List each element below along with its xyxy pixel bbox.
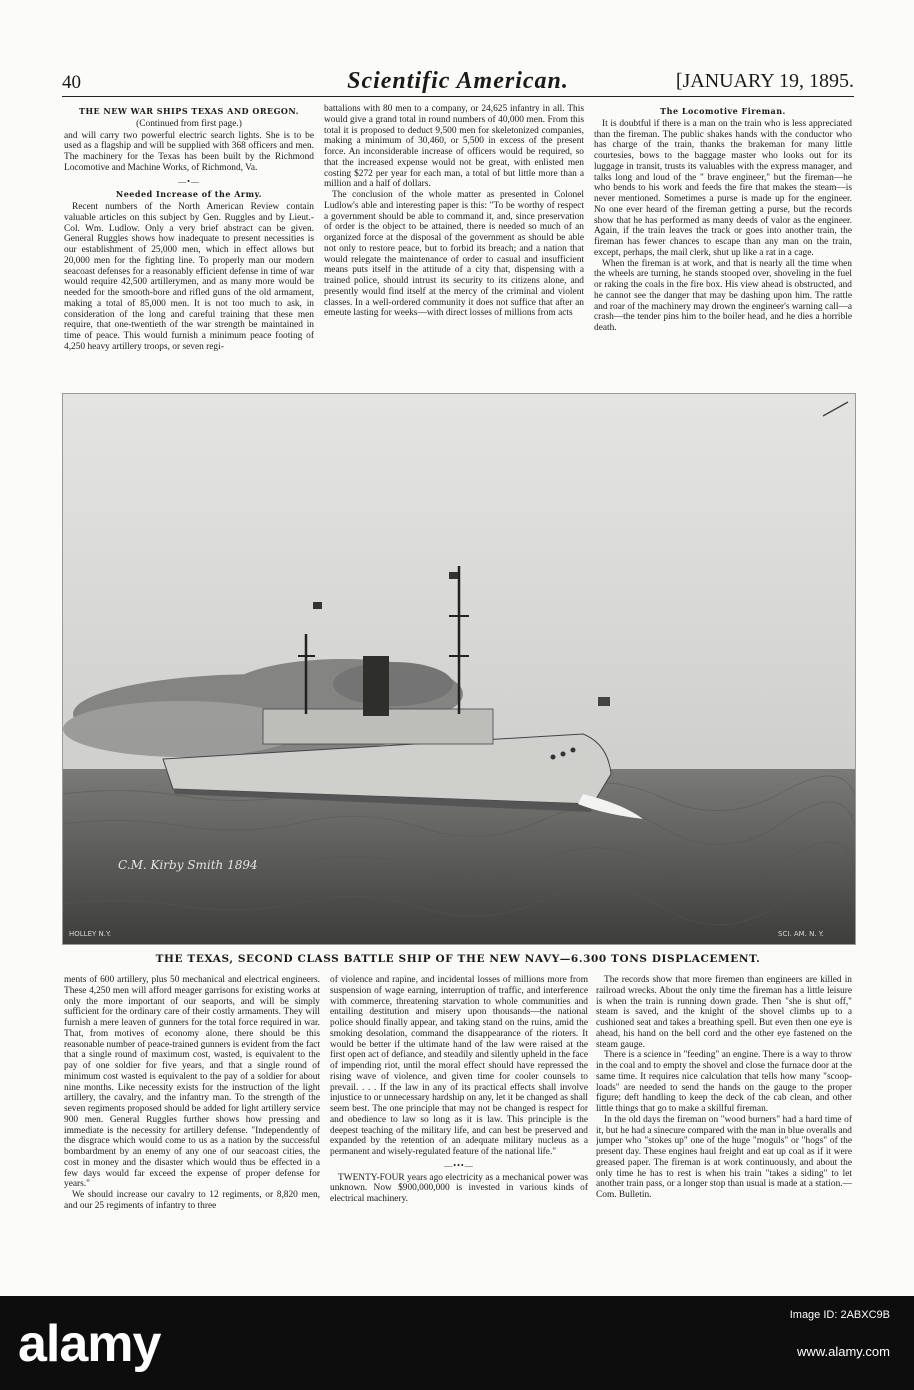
paragraph: In the old days the fireman on "wood burners" had a hard time of it, but he had a sinecure compared with the man in blue overalls and jumper who "stokes up" one of the huge "moguls" or "hogs" of the present day. These engines haul freight and eat up coal as if it were greased paper. The fireman is at work continuously, and about the only time he has to rest is when his train "takes a siding" to let another train pass, or a longer stop than usual is made at a station.—Com. Bulletin. (596, 1114, 852, 1200)
column-5 (330, 975, 588, 1291)
column-6 (596, 975, 852, 1291)
masthead: Scientific American. (347, 68, 569, 94)
continued-note: (Continued from first page.) (136, 118, 242, 129)
paragraph: It is doubtful if there is a man on the train who is less appreciated than the fireman. The public shakes hands with the conductor who has charge of the train, thanks the brakeman for many little courtesies, bows to the baggage master who looks out for its luggage in transit, trusts its valuables with the express manager, and talks long and loud of the " brave engineer," but the fireman—he who bends to his work and feeds the fire that makes the steam—is never mentioned. Sometimes a purse is made up for the engineer. No one ever heard of the fireman getting a purse, but the records show that he has performed as many deeds of valor as the engineer. Again, if the train leaves the track or goes into another train, the fireman has fewer chances to escape than any man on the train, except, perhaps, the mail clerk, shut up like a rat in a cage. (594, 118, 852, 258)
stock-footer-bar (0, 1296, 914, 1390)
paragraph: TWENTY-FOUR years ago electricity as a mechanical power was unknown. Now $900,000,000 is invested in various kinds of electrical machinery. (330, 1172, 588, 1204)
paragraph: battalions with 80 men to a company, or 24,625 infantry in all. This would give a grand total in round numbers of 40,000 men. From this total it is proposed to deduct 9,500 men for skeletonized companies, making a minimum of 30,460, or 5,500 in excess of the present force. An inconsiderable increase of officers would be required, so that the increased expense would not be great, with enlisted men costing $272 per year for each man, a total of but little more than a million and a half of dollars. (324, 104, 584, 190)
section-divider: —•— (178, 176, 200, 186)
flag (449, 572, 458, 579)
battleship-illustration (62, 393, 856, 945)
page-header (62, 68, 854, 97)
illustration-caption: THE TEXAS, SECOND CLASS BATTLE SHIP OF THE NEW NAVY—6.300 TONS DISPLACEMENT. (155, 953, 761, 965)
paragraph: The records show that more firemen than engineers are killed in railroad wrecks. About the only time the fireman has a little leisure is when the train is running down grade. Then "she is shut off," steam is saved, and the knight of the shovel climbs up to a cushioned seat and takes a breathing spell. But even then one eye is ahead, his hand on the bell cord and the other eye fastened on the steam gauge. (596, 975, 852, 1050)
column-2 (324, 104, 584, 388)
paragraph: When the fireman is at work, and that is nearly all the time when the wheels are turning, he stands stooped over, shoveling in the fuel or raking the coals in the fire box. His view ahead is obstructed, and he cannot see the danger that may be dashing upon him. The rattle and roar of the machinery may drown the engineer's warning call—a crash—the tender pins him to the boiler head, and he dies a horrible death. (594, 258, 852, 333)
artist-signature: C.M. Kirby Smith 1894 (118, 858, 258, 872)
page-number: 40 (62, 72, 81, 93)
paragraph: of violence and rapine, and incidental losses of millions more from suspension of wage earning, interruption of traffic, and interference with commerce, threatening starvation to whole communities and entailing destitution and misery upon thousands—the national police should finally appear, and taking stand on the ruins, amid the smoking desolation, command the disappearance of the rioters. It would be better if the ultimate hand of the law were raised at the first open act of defiance, and steadily and silently upheld in the face of impending riot, until the moral effect should have repressed the rising wave of violence, and given time for cooler counsels to prevail. . . . If the law in any of its practical effects shall involve injustice to or unnecessary hardship on any, let it be changed as shall seem best. The one principle that may not be changed is respect for and obedience to law so long as it is law. This principle is the deepest teaching of the military life, and can best be preserved and expanded by the retention of an adequate military nucleus as a permanent and wisely-regulated feature of the national life." (330, 975, 588, 1157)
battleship-engraving (63, 394, 855, 944)
paragraph: and will carry two powerful electric search lights. She is to be used as a flagship and will be supplied with 368 officers and men. The machinery for the Texas has been built by the Richmond Locomotive and Machine Works, of Richmond, Va. (64, 130, 314, 173)
smokestack (363, 656, 389, 716)
stern-flag (598, 697, 610, 706)
stock-image-id: Image ID: 2ABXC9B (789, 1309, 890, 1321)
article-heading-army: Needed Increase of the Army. (115, 189, 263, 200)
column-3 (594, 104, 852, 388)
paragraph: There is a science in "feeding" an engine. There is a way to throw in the coal and to empty the shovel and close the furnace door at the same time. It requires nice calculation that tells how many "scoop-loads" are needed to send the hands on the gauge to the proper figure; deft handling to keep the deck of the cab clean, and other little things that go to make a skillful fireman. (596, 1050, 852, 1114)
column-1 (64, 104, 314, 388)
engraver-credit-left: HOLLEY N.Y. (69, 930, 112, 938)
paragraph: We should increase our cavalry to 12 regiments, or 8,820 men, and our 25 regiments of infantry to three (64, 1190, 320, 1211)
column-4 (64, 975, 320, 1291)
section-divider: —•••— (444, 1160, 474, 1170)
article-heading-fireman: The Locomotive Fireman. (660, 106, 786, 116)
paragraph: ments of 600 artillery, plus 50 mechanical and electrical engineers. These 4,250 men will afford meager garrisons for existing works at only the more important of our seaports, and will be simply sufficient for the ordinary care of their costly armaments. They will furnish a mere leaven of gunners for the total force required in war. That, from motives of economy alone, there should be this reasonable number of peace-trained gunners is evident from the fact that a single round of maximum cost, wasted, is equivalent to the pay of one soldier for five years, and that a single round of minimum cost wasted is equivalent to the pay of a soldier for about nine months. Like necessity exists for the instruction of the light artillery, the cavalry, and the infantry man. To the strength of the seven regiments proposed should be added for light artillery service 900 men. General Ruggles further shows how pressing and immediate is the necessity for artillery defense. "Independently of the disgrace which would come to us as a nation by the successful bombardment by an enemy of any one of our seacoast cities, the cost in money and the disaster which would thus be effected in a few days would far exceed the expense of proper defense for years." (64, 975, 320, 1190)
paragraph: The conclusion of the whole matter as presented in Colonel Ludlow's able and interesting paper is this: "To be worthy of respect a government should be able to command it, and, since preservation of order is the object to be attained, there is needed so much of an organized force at the disposal of the government as should be able not only to restore peace, but to forbid its breach; and a nation that would relegate the maintenance of order to casual and insufficient means puts itself in the attitude of a city that, dispensing with a trained police, should intrust its security to its citizens alone, and presently would find itself at the mercy of the criminal and violent classes. In a well-ordered community it does not suffice that after an emeute lasting for weeks—with direct losses of millions from acts (324, 190, 584, 319)
paragraph: Recent numbers of the North American Review contain valuable articles on this subject by Gen. Ruggles and by Lieut.-Col. Wm. Ludlow. Only a very brief abstract can be given. General Ruggles shows how inadequate to present necessities is our establishment of 25,000 men, which in effect allows but 20,000 men for the fighting line. To properly man our modern seacoast defenses for a reasonably efficient defense in time of war would require 42,500 artillerymen, and as many more would be needed for the smooth-bore and rifled guns of the old armament, making a total of 85,000 men. It is not too much to ask, in consideration of the long and careful training that these men require, that one-twentieth of the war strength be maintained in time of peace. This would furnish a minimum peace footing of 4,250 heavy artillery troops, or seven regi- (64, 202, 314, 352)
article-heading-war-ships: THE NEW WAR SHIPS TEXAS AND OREGON. (79, 106, 299, 116)
alamy-url[interactable]: www.alamy.com (797, 1344, 890, 1359)
alamy-logo: alamy (18, 1315, 161, 1373)
issue-date: [JANUARY 19, 1895. (675, 70, 854, 92)
flag (313, 602, 322, 609)
engraver-credit-right: SCI. AM. N. Y. (778, 930, 824, 938)
